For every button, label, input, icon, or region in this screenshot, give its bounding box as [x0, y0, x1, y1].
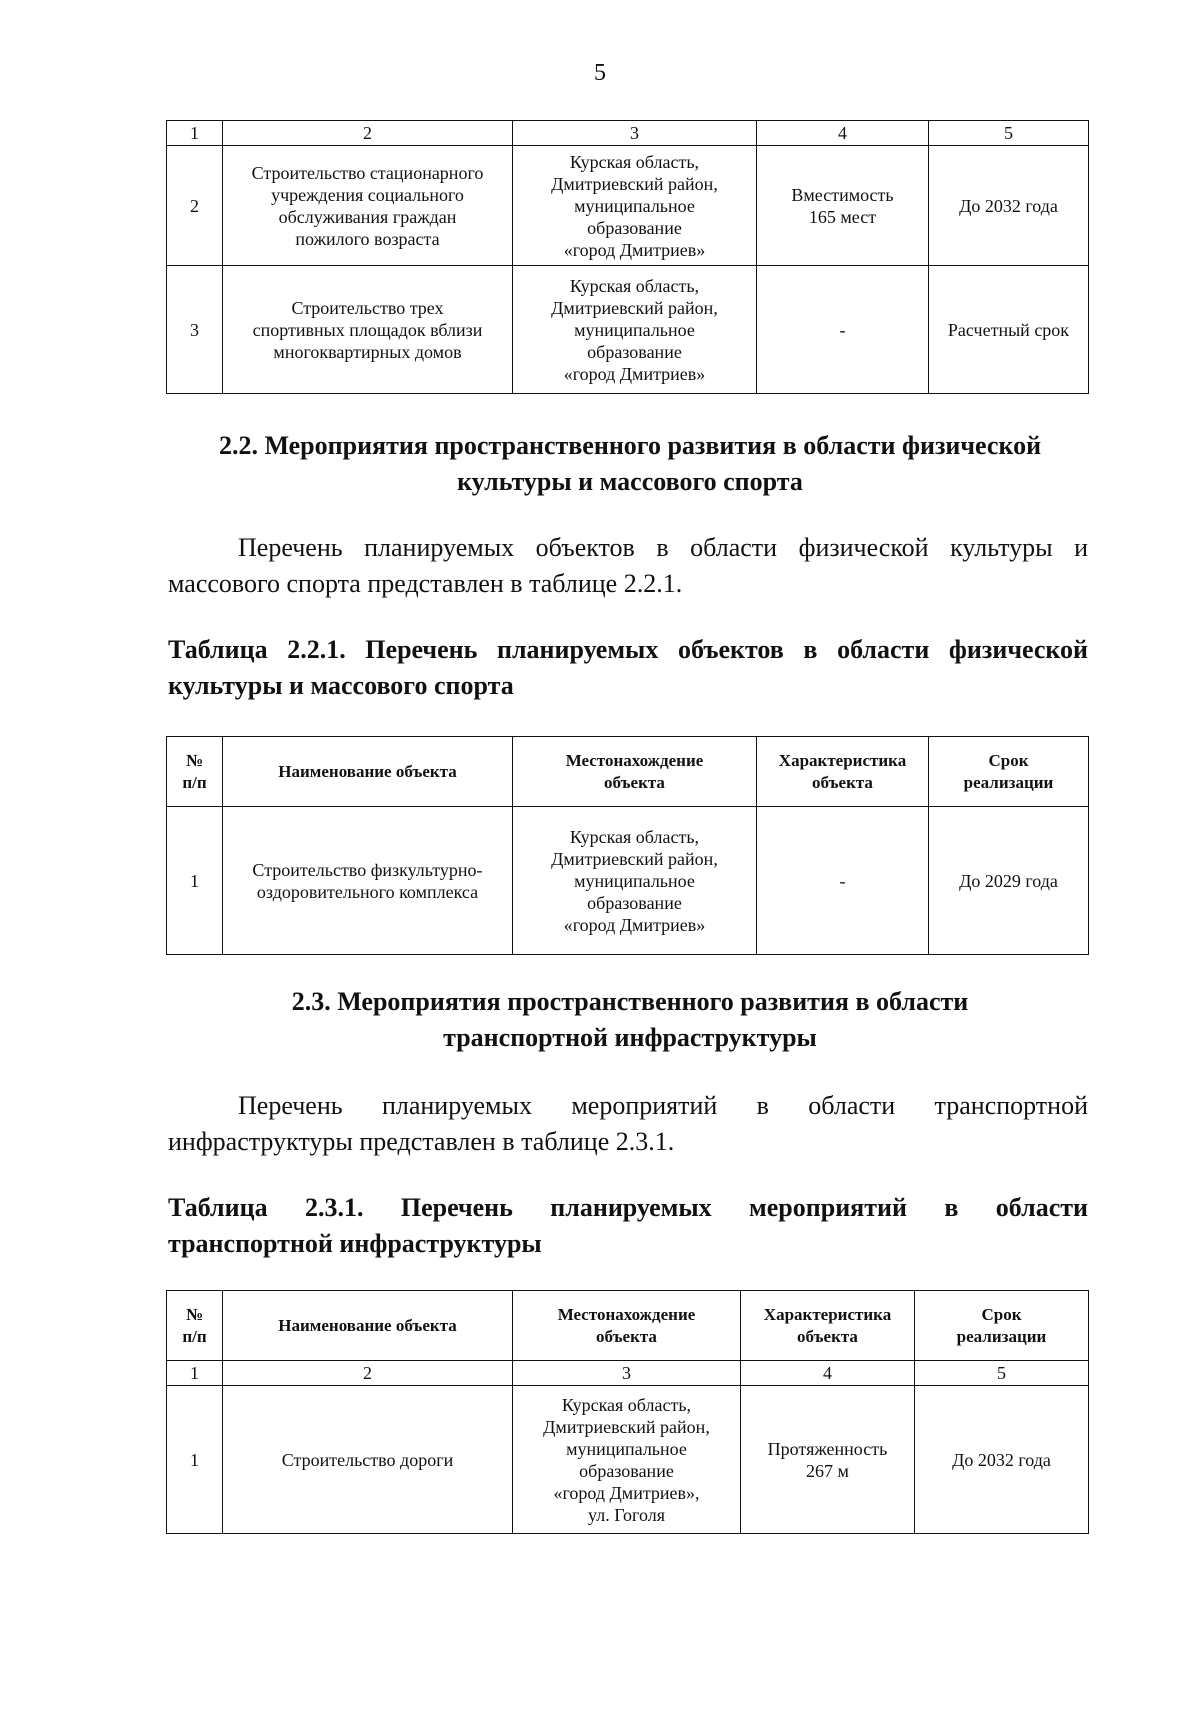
table-2-3-1-caption: Таблица 2.3.1. Перечень планируемых мероприятий в области транспортной инфраструктуры — [168, 1193, 1088, 1258]
row-number: 1 — [167, 807, 223, 955]
object-characteristic: Вместимость 165 мест — [757, 146, 929, 266]
header-term: Срок реализации — [929, 737, 1089, 807]
header-name: Наименование объекта — [223, 737, 513, 807]
header-term: Срок реализации — [915, 1291, 1089, 1361]
object-characteristic: Протяженность 267 м — [741, 1386, 915, 1534]
table-row — [167, 807, 1089, 955]
section-2-2-paragraph: Перечень планируемых объектов в области физической культуры и массового спорта представлен в таблице 2.2.1. — [168, 533, 1088, 598]
table-2-2-1 — [166, 736, 1089, 955]
table-header-row — [167, 1291, 1089, 1361]
object-characteristic: - — [757, 807, 929, 955]
column-number: 1 — [167, 121, 223, 146]
column-number: 5 — [915, 1361, 1089, 1386]
header-location: Местонахождение объекта — [513, 737, 757, 807]
object-name: Строительство физкультурно- оздоровительного комплекса — [223, 807, 513, 955]
table-numbering-row — [167, 121, 1089, 146]
column-number: 4 — [741, 1361, 915, 1386]
column-number: 2 — [223, 1361, 513, 1386]
header-characteristic: Характеристика объекта — [741, 1291, 915, 1361]
table-2-2-1-caption: Таблица 2.2.1. Перечень планируемых объектов в области физической культуры и массового спорта — [168, 635, 1088, 700]
object-location: Курская область, Дмитриевский район, муниципальное образование «город Дмитриев» — [513, 266, 757, 394]
column-number: 4 — [757, 121, 929, 146]
table-row — [167, 146, 1089, 266]
object-name: Строительство стационарного учреждения социального обслуживания граждан пожилого возраста — [223, 146, 513, 266]
table-numbering-row — [167, 1361, 1089, 1386]
implementation-term: До 2032 года — [915, 1386, 1089, 1534]
page-number: 5 — [594, 60, 606, 86]
column-number: 1 — [167, 1361, 223, 1386]
table-2-3-1 — [166, 1290, 1089, 1534]
table-continuation — [166, 120, 1089, 394]
section-2-3-paragraph: Перечень планируемых мероприятий в области транспортной инфраструктуры представлен в таблице 2.3.1. — [168, 1091, 1088, 1156]
implementation-term: Расчетный срок — [929, 266, 1089, 394]
row-number: 2 — [167, 146, 223, 266]
object-name: Строительство трех спортивных площадок вблизи многоквартирных домов — [223, 266, 513, 394]
column-number: 5 — [929, 121, 1089, 146]
object-location: Курская область, Дмитриевский район, муниципальное образование «город Дмитриев» — [513, 146, 757, 266]
section-2-2-title: 2.2. Мероприятия пространственного развития в области физической культуры и массового спорта — [218, 431, 1042, 496]
implementation-term: До 2029 года — [929, 807, 1089, 955]
table-header-row — [167, 737, 1089, 807]
implementation-term: До 2032 года — [929, 146, 1089, 266]
column-number: 3 — [513, 1361, 741, 1386]
header-name: Наименование объекта — [223, 1291, 513, 1361]
row-number: 3 — [167, 266, 223, 394]
row-number: 1 — [167, 1386, 223, 1534]
header-location: Местонахождение объекта — [513, 1291, 741, 1361]
object-characteristic: - — [757, 266, 929, 394]
table-row — [167, 266, 1089, 394]
object-location: Курская область, Дмитриевский район, муниципальное образование «город Дмитриев», ул. Гоголя — [513, 1386, 741, 1534]
header-number: № п/п — [167, 737, 223, 807]
table-row — [167, 1386, 1089, 1534]
header-number: № п/п — [167, 1291, 223, 1361]
section-2-3-title: 2.3. Мероприятия пространственного развития в области транспортной инфраструктуры — [291, 987, 969, 1052]
header-characteristic: Характеристика объекта — [757, 737, 929, 807]
column-number: 3 — [513, 121, 757, 146]
object-name: Строительство дороги — [223, 1386, 513, 1534]
object-location: Курская область, Дмитриевский район, муниципальное образование «город Дмитриев» — [513, 807, 757, 955]
column-number: 2 — [223, 121, 513, 146]
